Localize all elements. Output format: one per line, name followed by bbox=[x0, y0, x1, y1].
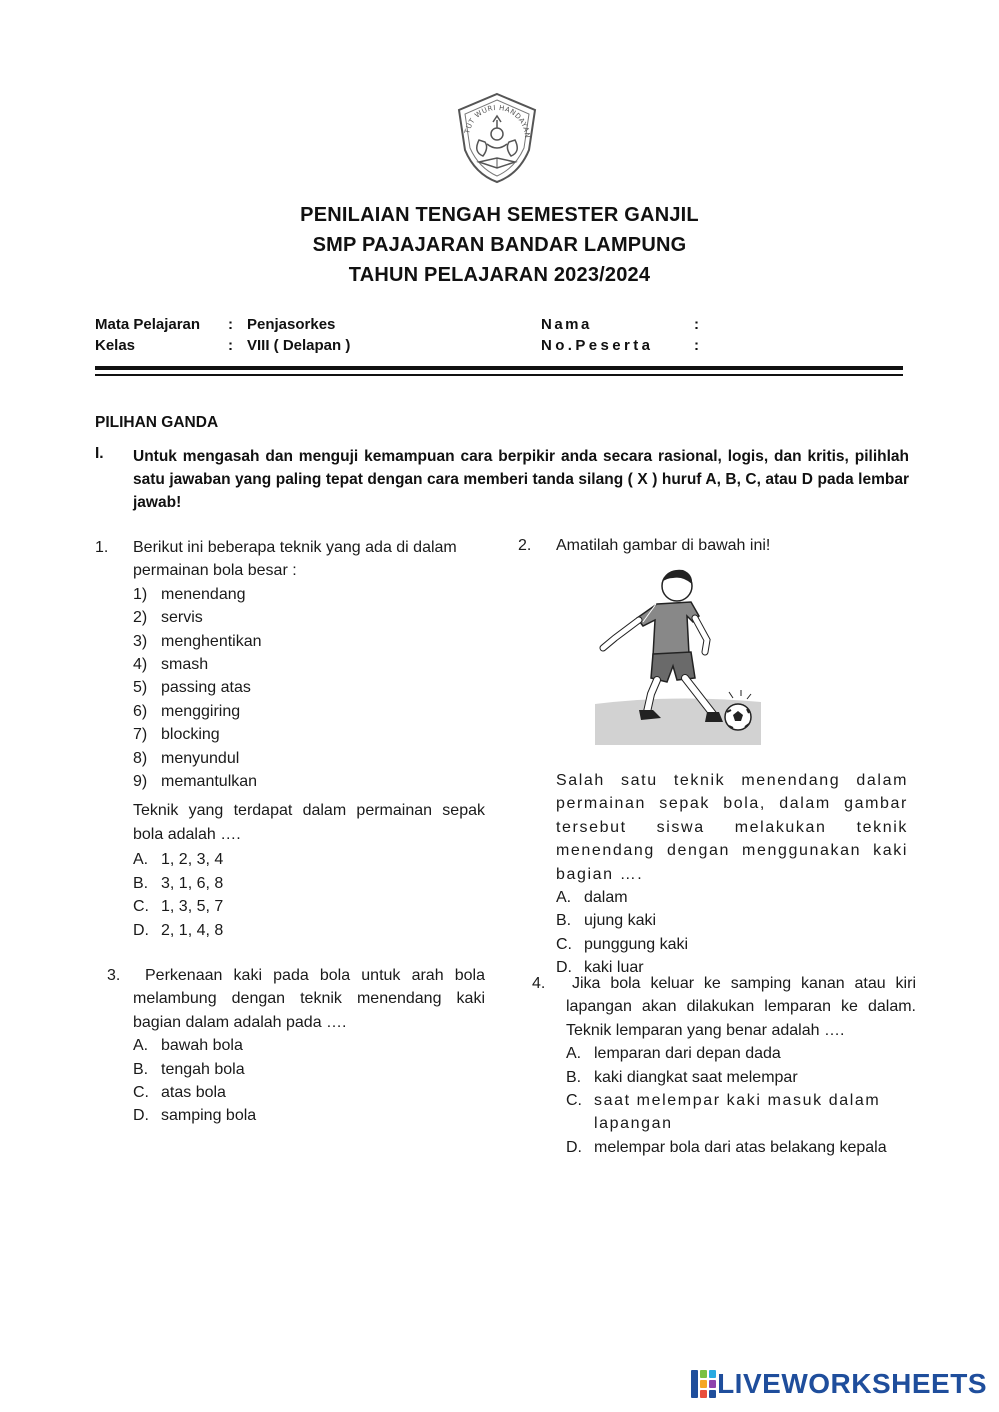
item-key: D. bbox=[556, 959, 572, 977]
item-text: saat melempar kaki masuk dalam lapangan bbox=[594, 1092, 881, 1133]
question-4-options bbox=[566, 1042, 916, 1159]
q1-item bbox=[133, 606, 485, 629]
q3-item bbox=[133, 1058, 485, 1081]
item-key: A. bbox=[133, 851, 149, 869]
q3-item bbox=[133, 1104, 485, 1127]
item-text: punggung kaki bbox=[584, 935, 689, 953]
question-1-prompt: Teknik yang terdapat dalam permainan sepak bola adalah …. bbox=[133, 802, 485, 843]
item-key: A. bbox=[556, 889, 572, 907]
name-label: Nama bbox=[541, 316, 592, 333]
name-field[interactable] bbox=[708, 314, 898, 332]
item-key: A. bbox=[133, 1037, 149, 1055]
item-text: memantulkan bbox=[161, 773, 258, 791]
exam-title: PENILAIAN TENGAH SEMESTER GANJIL bbox=[300, 204, 699, 226]
item-text: bawah bola bbox=[161, 1037, 243, 1055]
item-key: 2) bbox=[133, 609, 148, 627]
item-text: 2, 1, 4, 8 bbox=[161, 921, 224, 939]
class-colon: : bbox=[228, 337, 233, 354]
item-text: blocking bbox=[161, 726, 220, 744]
item-text: ujung kaki bbox=[584, 912, 657, 930]
item-text: kaki diangkat saat melempar bbox=[594, 1068, 798, 1086]
question-4 bbox=[532, 972, 916, 1159]
section-title: PILIHAN GANDA bbox=[95, 414, 219, 431]
item-key: D. bbox=[133, 1107, 149, 1125]
question-3-options bbox=[133, 1034, 485, 1128]
item-text: lemparan dari depan dada bbox=[594, 1045, 781, 1063]
item-key: C. bbox=[566, 1092, 582, 1110]
item-text: samping bola bbox=[161, 1107, 257, 1125]
logo-emblem-icon bbox=[449, 90, 545, 186]
item-key: 8) bbox=[133, 749, 148, 767]
class-value: VIII ( Delapan ) bbox=[247, 337, 351, 354]
item-key: 7) bbox=[133, 726, 148, 744]
participant-number-field[interactable] bbox=[708, 335, 898, 353]
q4-item bbox=[566, 1042, 916, 1065]
q3-item bbox=[133, 1034, 485, 1057]
q1-item bbox=[133, 770, 485, 793]
q1-item bbox=[133, 747, 485, 770]
q1-item bbox=[133, 700, 485, 723]
subject-value: Penjasorkes bbox=[247, 316, 336, 333]
logo-motto-text: TUT WURI HANDAYAN bbox=[463, 103, 532, 139]
liveworksheets-logo-icon bbox=[691, 1370, 717, 1398]
item-text: 3, 1, 6, 8 bbox=[161, 874, 224, 892]
question-1-number: 1. bbox=[95, 539, 109, 556]
item-key: 1) bbox=[133, 585, 148, 603]
q3-item bbox=[133, 1081, 485, 1104]
academic-year: TAHUN PELAJARAN 2023/2024 bbox=[348, 264, 651, 286]
q2-item bbox=[556, 909, 908, 932]
question-3 bbox=[107, 964, 485, 1128]
q1-item bbox=[133, 919, 485, 942]
item-text: menggiring bbox=[161, 702, 241, 720]
q1-item bbox=[133, 872, 485, 895]
item-key: B. bbox=[133, 1060, 149, 1078]
technique-list bbox=[133, 583, 485, 794]
instruction-text: Untuk mengasah dan menguji kemampuan cara berpikir anda secara rasional, logis, dan kritis, pilihlah satu jawaban yang paling tepat dengan cara memberi tanda silang ( X ) huruf A, B, C, atau D pada lembar jawab! bbox=[133, 448, 909, 511]
item-text: dalam bbox=[584, 889, 628, 907]
question-2 bbox=[518, 534, 910, 557]
item-key: B. bbox=[556, 912, 572, 930]
item-text: smash bbox=[161, 656, 209, 674]
item-text: melempar bola dari atas belakang kepala bbox=[594, 1138, 887, 1156]
question-4-number: 4. bbox=[532, 975, 546, 992]
question-3-number: 3. bbox=[107, 967, 121, 984]
item-key: C. bbox=[133, 1084, 149, 1102]
q1-item bbox=[133, 676, 485, 699]
question-4-stem: Jika bola keluar ke samping kanan atau kiri lapangan akan dilakukan lemparan ke dalam. Teknik lemparan yang benar adalah …. bbox=[566, 975, 916, 1039]
item-key: D. bbox=[133, 921, 149, 939]
q1-item bbox=[133, 583, 485, 606]
participant-number-label: No.Peserta bbox=[541, 337, 654, 354]
item-text: 1, 2, 3, 4 bbox=[161, 851, 224, 869]
item-text: menyundul bbox=[161, 749, 240, 767]
q4-item bbox=[566, 1066, 916, 1089]
question-1 bbox=[95, 536, 485, 942]
question-2-number: 2. bbox=[518, 537, 532, 554]
question-1-stem: Berikut ini beberapa teknik yang ada di dalam permainan bola besar : bbox=[133, 539, 457, 580]
name-colon: : bbox=[694, 316, 699, 333]
q4-item bbox=[566, 1136, 916, 1159]
item-key: A. bbox=[566, 1045, 582, 1063]
question-2-stem: Amatilah gambar di bawah ini! bbox=[556, 537, 771, 554]
item-text: tengah bola bbox=[161, 1060, 245, 1078]
q1-item bbox=[133, 848, 485, 871]
item-key: 3) bbox=[133, 632, 148, 650]
item-key: C. bbox=[133, 898, 149, 916]
subject-colon: : bbox=[228, 316, 233, 333]
question-1-options bbox=[133, 848, 485, 942]
item-key: D. bbox=[566, 1138, 582, 1156]
soccer-kick-icon bbox=[595, 566, 761, 745]
class-label: Kelas bbox=[95, 337, 136, 354]
item-text: kaki luar bbox=[584, 959, 644, 977]
header-divider-thick bbox=[95, 366, 903, 370]
question-2-options bbox=[556, 886, 908, 980]
q1-item bbox=[133, 895, 485, 918]
question-2-prompt: Salah satu teknik menendang dalam permainan sepak bola, dalam gambar tersebut siswa melakukan teknik menendang dengan menggunakan kaki bagian …. bbox=[556, 772, 908, 883]
subject-label: Mata Pelajaran bbox=[95, 316, 201, 333]
header-divider-thin bbox=[95, 374, 903, 376]
item-text: menghentikan bbox=[161, 632, 262, 650]
participant-colon: : bbox=[694, 337, 699, 354]
q2-item bbox=[556, 886, 908, 909]
item-key: B. bbox=[566, 1068, 582, 1086]
tut-wuri-handayani-logo bbox=[449, 90, 545, 186]
instruction-number: I. bbox=[95, 445, 104, 462]
soccer-player-illustration bbox=[595, 566, 761, 745]
item-key: 9) bbox=[133, 773, 148, 791]
q2-item bbox=[556, 933, 908, 956]
item-key: 4) bbox=[133, 656, 148, 674]
liveworksheets-brand bbox=[691, 1368, 987, 1400]
item-text: menendang bbox=[161, 585, 246, 603]
item-text: atas bola bbox=[161, 1084, 226, 1102]
item-key: C. bbox=[556, 935, 572, 953]
q1-item bbox=[133, 653, 485, 676]
item-text: passing atas bbox=[161, 679, 251, 697]
question-3-stem: Perkenaan kaki pada bola untuk arah bola melambung dengan teknik menendang kaki bagian dalam adalah pada …. bbox=[133, 967, 485, 1031]
brand-name: LIVEWORKSHEETS bbox=[717, 1368, 987, 1399]
item-key: B. bbox=[133, 874, 149, 892]
school-name: SMP PAJAJARAN BANDAR LAMPUNG bbox=[312, 234, 687, 256]
item-key: 5) bbox=[133, 679, 148, 697]
q1-item bbox=[133, 630, 485, 653]
q4-item bbox=[566, 1089, 916, 1136]
item-key: 6) bbox=[133, 702, 148, 720]
q1-item bbox=[133, 723, 485, 746]
question-2-body bbox=[556, 769, 908, 980]
item-text: servis bbox=[161, 609, 203, 627]
item-text: 1, 3, 5, 7 bbox=[161, 898, 224, 916]
